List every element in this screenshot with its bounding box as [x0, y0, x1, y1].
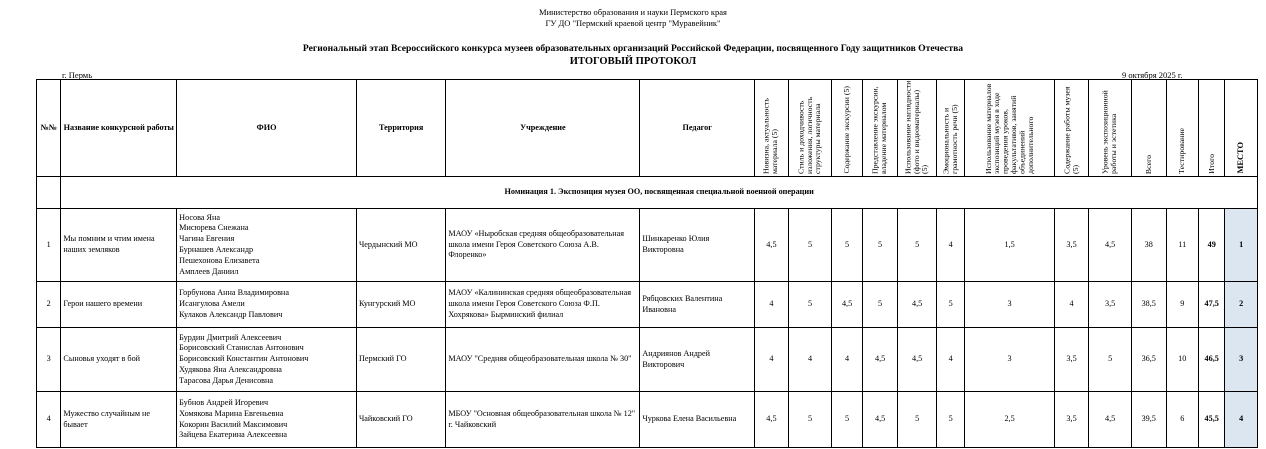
protocol-title: ИТОГОВЫЙ ПРОТОКОЛ	[569, 56, 697, 67]
score-cell: 5	[936, 392, 964, 448]
participant-name: Бурнашев Александр	[179, 245, 254, 254]
institution-cell: МАОУ «Ныробская средняя общеобразовательная школа имени Героя Советского Союза А.В. Флоренко»	[446, 209, 640, 282]
territory-cell: Пермский ГО	[356, 328, 445, 392]
score-cell: 4,5	[1089, 392, 1132, 448]
participant-name: Мисюрева Снежана	[179, 223, 249, 233]
col-work: Название конкурсной работы	[61, 80, 177, 177]
score-cell: 2,5	[965, 392, 1054, 448]
col-criterion-4: Представление экскурсии, владение материалом	[862, 80, 898, 177]
total-cell: 39,5	[1131, 392, 1166, 448]
score-cell: 5	[862, 282, 898, 328]
col-criterion-5: Использование наглядности (фото и видеоматериалы) (5)	[898, 80, 937, 177]
test-cell: 9	[1166, 282, 1199, 328]
participants-cell	[177, 209, 357, 282]
score-cell: 3	[965, 282, 1054, 328]
test-cell: 10	[1166, 328, 1199, 392]
score-cell: 4	[936, 209, 964, 282]
participant-name: Кокорин Василий Максимович	[179, 419, 288, 429]
place-cell: 2	[1225, 282, 1258, 328]
score-cell: 4	[755, 282, 789, 328]
final-cell: 47,5	[1199, 282, 1225, 328]
col-criterion-8: Содержание работы музея (5)	[1054, 80, 1089, 177]
institution-cell: МБОУ "Основная общеобразовательная школа № 12" г. Чайковский	[446, 392, 640, 448]
col-criterion-3: Содержание экскурсии (5)	[832, 80, 862, 177]
score-cell: 5	[788, 209, 832, 282]
participant-name: Борисовский Станислав Антонович	[179, 343, 304, 353]
participant-name: Амплеев Даниил	[179, 266, 239, 276]
participant-name: Худякова Яна Александровна	[179, 364, 282, 374]
col-total: Всего	[1131, 80, 1166, 177]
participants-cell	[177, 392, 357, 448]
score-cell: 4,5	[1089, 209, 1132, 282]
score-cell: 3,5	[1054, 328, 1089, 392]
participant-name: Зайцева Екатерина Алексеевна	[179, 430, 288, 440]
score-cell: 5	[832, 392, 862, 448]
participant-name: Чагина Евгения	[179, 234, 235, 244]
teacher-cell: Шинкаренко Юлия Викторовна	[640, 209, 755, 282]
participant-name: Бурдин Дмитрий Алексеевич	[179, 332, 282, 342]
row-num: 3	[37, 328, 61, 392]
teacher-cell: Чуркова Елена Васильевна	[640, 392, 755, 448]
score-cell: 5	[936, 282, 964, 328]
place-cell: 4	[1225, 392, 1258, 448]
final-cell: 45,5	[1199, 392, 1225, 448]
institution-cell: МАОУ "Средняя общеобразовательная школа № 30"	[446, 328, 640, 392]
nomination-row	[37, 177, 1258, 209]
score-cell: 3	[965, 328, 1054, 392]
score-cell: 4,5	[755, 209, 789, 282]
score-cell: 4,5	[832, 282, 862, 328]
date-label: 9 октября 2025 г.	[1122, 70, 1183, 80]
participant-name: Борисовский Константин Антонович	[179, 354, 309, 364]
test-cell: 6	[1166, 392, 1199, 448]
table-row	[37, 282, 1258, 328]
col-fio: ФИО	[177, 80, 357, 177]
final-cell: 49	[1199, 209, 1225, 282]
work-title: Сыновья уходят в бой	[61, 328, 177, 392]
total-cell: 36,5	[1131, 328, 1166, 392]
score-cell: 4,5	[755, 392, 789, 448]
col-criterion-1: Новизна, актуальность материала (5)	[755, 80, 789, 177]
score-cell: 4,5	[898, 328, 937, 392]
col-num: №№	[37, 80, 61, 177]
teacher-cell: Андриянов Андрей Викторович	[640, 328, 755, 392]
col-institution: Учреждение	[446, 80, 640, 177]
table-row	[37, 328, 1258, 392]
document-title: Региональный этап Всероссийского конкурса музеев образовательных организаций Российской Федерации, посвященного Году защитников Отечества	[302, 43, 964, 54]
participant-name: Бубнов Андрей Игоревич	[179, 397, 269, 407]
score-cell: 3,5	[1089, 282, 1132, 328]
score-cell: 5	[788, 282, 832, 328]
header-row	[37, 80, 1258, 177]
results-table	[36, 79, 1258, 448]
total-cell: 38,5	[1131, 282, 1166, 328]
participant-name: Тарасова Дарья Денисовна	[179, 375, 274, 385]
territory-cell: Кунгурский МО	[356, 282, 445, 328]
row-num: 4	[37, 392, 61, 448]
participant-name: Хомякова Марина Евгеньевна	[179, 408, 284, 418]
participant-name: Кулаков Александр Павлович	[179, 309, 283, 319]
score-cell: 5	[898, 209, 937, 282]
final-cell: 46,5	[1199, 328, 1225, 392]
score-cell: 5	[832, 209, 862, 282]
city-label: г. Пермь	[62, 70, 93, 80]
col-place: МЕСТО	[1225, 80, 1258, 177]
col-criterion-2: Стиль и доходчивость изложения, логичность структуры материала	[788, 80, 832, 177]
participant-name: Пешехонова Елизавета	[179, 255, 260, 265]
score-cell: 4	[832, 328, 862, 392]
territory-cell: Чердынский МО	[356, 209, 445, 282]
col-criterion-7: Использование материалов экспозиций музея в ходе проведения уроков, факультативов, занятий объединений дополнительного	[965, 80, 1054, 177]
work-title: Герои нашего времени	[61, 282, 177, 328]
test-cell: 11	[1166, 209, 1199, 282]
territory-cell: Чайковский ГО	[356, 392, 445, 448]
participant-name: Носова Яна	[179, 212, 221, 222]
ministry-line: Министерство образования и науки Пермского края	[539, 7, 727, 17]
col-criterion-6: Эмоциональность и грамотность речи (5)	[936, 80, 964, 177]
score-cell: 1,5	[965, 209, 1054, 282]
score-cell: 5	[788, 392, 832, 448]
col-test: Тестирование	[1166, 80, 1199, 177]
table-row	[37, 209, 1258, 282]
score-cell: 3,5	[1054, 209, 1089, 282]
col-final: Итого	[1199, 80, 1225, 177]
place-cell: 1	[1225, 209, 1258, 282]
total-cell: 38	[1131, 209, 1166, 282]
score-cell: 4,5	[862, 392, 898, 448]
participant-name: Горбунова Анна Владимировна	[179, 288, 289, 298]
teacher-cell: Рябцовских Валентина Ивановна	[640, 282, 755, 328]
institution-cell: МАОУ «Калининская средняя общеобразовательная школа имени Героя Советского Союза Ф.П. Хохрякова» Бырминский филиал	[446, 282, 640, 328]
score-cell: 4	[1054, 282, 1089, 328]
participants-cell	[177, 328, 357, 392]
participant-name: Исангулова Амели	[179, 299, 245, 309]
score-cell: 4	[755, 328, 789, 392]
nomination-title: Номинация 1. Экспозиция музея ОО, посвященная специальной военной операции	[61, 177, 1258, 209]
score-cell: 4,5	[862, 328, 898, 392]
col-criterion-9: Уровень экспозиционной работы и эстетика	[1089, 80, 1132, 177]
work-title: Мы помним и чтим имена наших земляков	[61, 209, 177, 282]
score-cell: 5	[862, 209, 898, 282]
row-num: 2	[37, 282, 61, 328]
table-row	[37, 392, 1258, 448]
score-cell: 4	[788, 328, 832, 392]
participants-cell	[177, 282, 357, 328]
score-cell: 3,5	[1054, 392, 1089, 448]
col-territory: Территория	[356, 80, 445, 177]
work-title: Мужество случайным не бывает	[61, 392, 177, 448]
col-teacher: Педагог	[640, 80, 755, 177]
score-cell: 5	[1089, 328, 1132, 392]
institution-line: ГУ ДО "Пермский краевой центр "Муравейник"	[545, 18, 721, 28]
place-cell: 3	[1225, 328, 1258, 392]
score-cell: 4,5	[898, 282, 937, 328]
score-cell: 4	[936, 328, 964, 392]
row-num: 1	[37, 209, 61, 282]
score-cell: 5	[898, 392, 937, 448]
